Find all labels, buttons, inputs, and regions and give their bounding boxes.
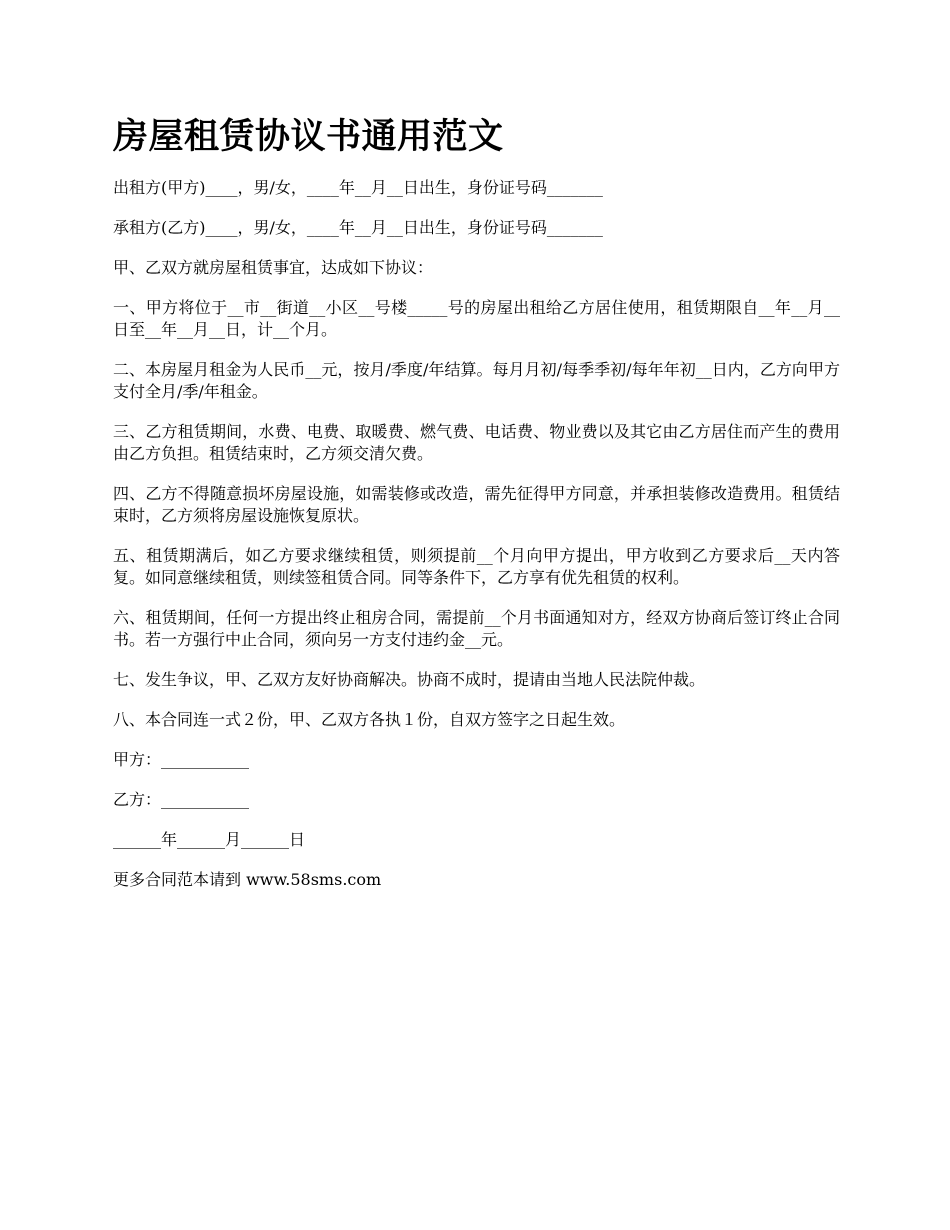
footer-note: 更多合同范本请到 www.58sms.com [113,870,382,889]
clause-6-paragraph: 六、租赁期间，任何一方提出终止租房合同，需提前__个月书面通知对方，经双方协商后签订终止合同书。若一方强行中止合同，须向另一方支付违约金__元。 [113,608,840,649]
lessee-info-paragraph: 承租方(乙方)____，男/女，____年__月__日出生，身份证号码_______ [113,218,603,237]
lessor-info-paragraph: 出租方(甲方)____，男/女，____年__月__日出生，身份证号码_______ [113,178,603,197]
clause-3-paragraph: 三、乙方租赁期间，水费、电费、取暖费、燃气费、电话费、物业费以及其它由乙方居住而产生的费用由乙方负担。租赁结束时，乙方须交清欠费。 [113,422,840,463]
clause-5-paragraph: 五、租赁期满后，如乙方要求继续租赁，则须提前__个月向甲方提出，甲方收到乙方要求后__天内答复。如同意继续租赁，则续签租赁合同。同等条件下，乙方享有优先租赁的权利。 [113,546,840,587]
clause-8-paragraph: 八、本合同连一式２份，甲、乙双方各执１份，自双方签字之日起生效。 [113,710,626,729]
agreement-intro-paragraph: 甲、乙双方就房屋租赁事宜，达成如下协议： [113,258,434,277]
party-a-signature-line: 甲方：___________ [113,750,250,769]
clause-4-paragraph: 四、乙方不得随意损坏房屋设施，如需装修或改造，需先征得甲方同意，并承担装修改造费用。租赁结束时，乙方须将房屋设施恢复原状。 [113,484,840,525]
signing-date-line: ______年______月______日 [113,830,306,849]
clause-7-paragraph: 七、发生争议，甲、乙双方友好协商解决。协商不成时，提请由当地人民法院仲裁。 [113,670,706,689]
document-title: 房屋租赁协议书通用范文 [113,116,504,157]
document-body [113,115,840,909]
party-b-signature-line: 乙方：___________ [113,790,250,809]
clause-1-paragraph: 一、甲方将位于__市__街道__小区__号楼_____号的房屋出租给乙方居住使用，租赁期限自__年__月__日至__年__月__日，计__个月。 [113,298,840,339]
clause-2-paragraph: 二、本房屋月租金为人民币__元，按月/季度/年结算。每月月初/每季季初/每年年初__日内，乙方向甲方支付全月/季/年租金。 [113,360,840,401]
